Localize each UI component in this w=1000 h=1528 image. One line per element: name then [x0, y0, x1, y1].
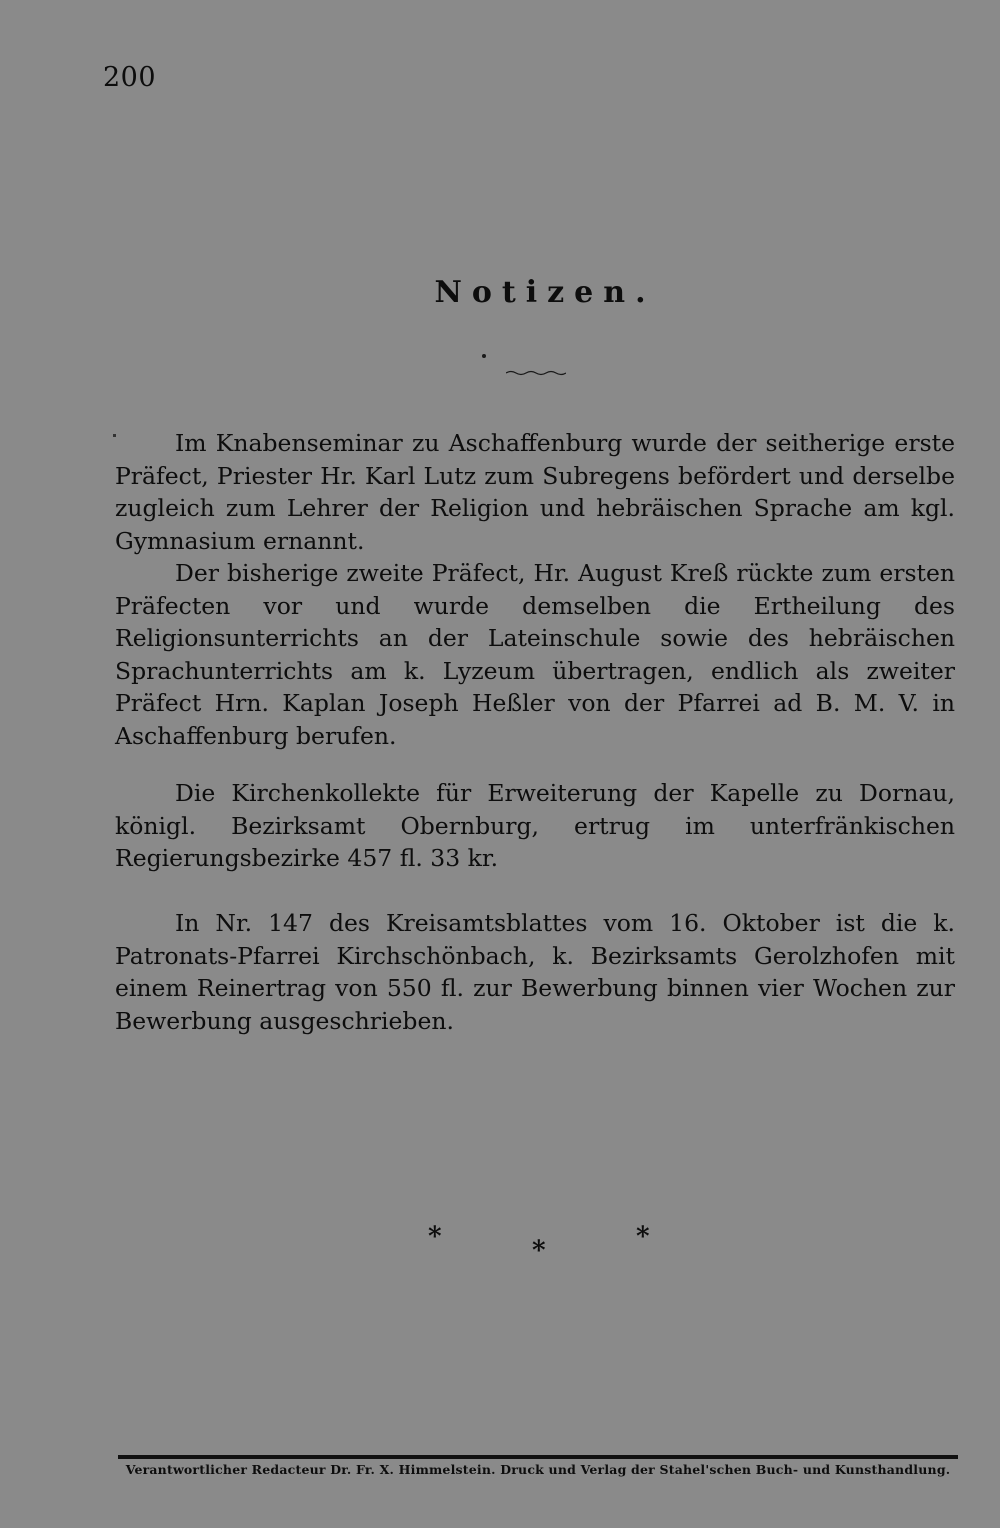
- heading-ornament-rule: [506, 370, 566, 376]
- section-heading: Notizen.: [434, 275, 656, 310]
- separator-star-left: *: [428, 1222, 442, 1252]
- paragraph-collection: Die Kirchenkollekte für Erweiterung der Kapelle zu Dornau, königl. Bezirksamt Obernburg, ertrug im unterfränkischen Regierungsbezirke 457 fl. 33 kr.: [115, 779, 955, 872]
- separator-star-right: *: [636, 1222, 650, 1252]
- notice-seminar: [115, 427, 955, 752]
- footer-rule: [118, 1455, 958, 1459]
- paragraph-seminar-2: Der bisherige zweite Präfect, Hr. August Kreß rückte zum ersten Präfecten vor und wurde demselben die Ertheilung des Religionsunterrichts an der Lateinschule sowie des hebräischen Sprachunterrichts am k. Lyzeum übertragen, endlich als zweiter Präfect Hrn. Kaplan Joseph Heßler von der Pfarrei ad B. M. V. in Aschaffenburg berufen.: [115, 559, 955, 750]
- paragraph-seminar-1: Im Knabenseminar zu Aschaffenburg wurde der seitherige erste Präfect, Priester Hr. Karl Lutz zum Subregens befördert und derselbe zugleich zum Lehrer der Religion und hebräischen Sprache am kgl. Gymnasium ernannt.: [115, 429, 955, 555]
- imprint-footer: Verantwortlicher Redacteur Dr. Fr. X. Himmelstein. Druck und Verlag der Stahel'schen Buch- und Kunsthandlung.: [125, 1462, 951, 1477]
- separator-star-middle: *: [532, 1236, 546, 1266]
- page-number: 200: [103, 62, 157, 93]
- notice-collection: [115, 777, 955, 875]
- notice-parish: [115, 907, 955, 1037]
- paragraph-parish: In Nr. 147 des Kreisamtsblattes vom 16. Oktober ist die k. Patronats-Pfarrei Kirchschönbach, k. Bezirksamts Gerolzhofen mit einem Reinertrag von 550 fl. zur Bewerbung binnen vier Wochen zur Bewerbung ausgeschrieben.: [115, 909, 955, 1035]
- heading-dot: [482, 354, 486, 358]
